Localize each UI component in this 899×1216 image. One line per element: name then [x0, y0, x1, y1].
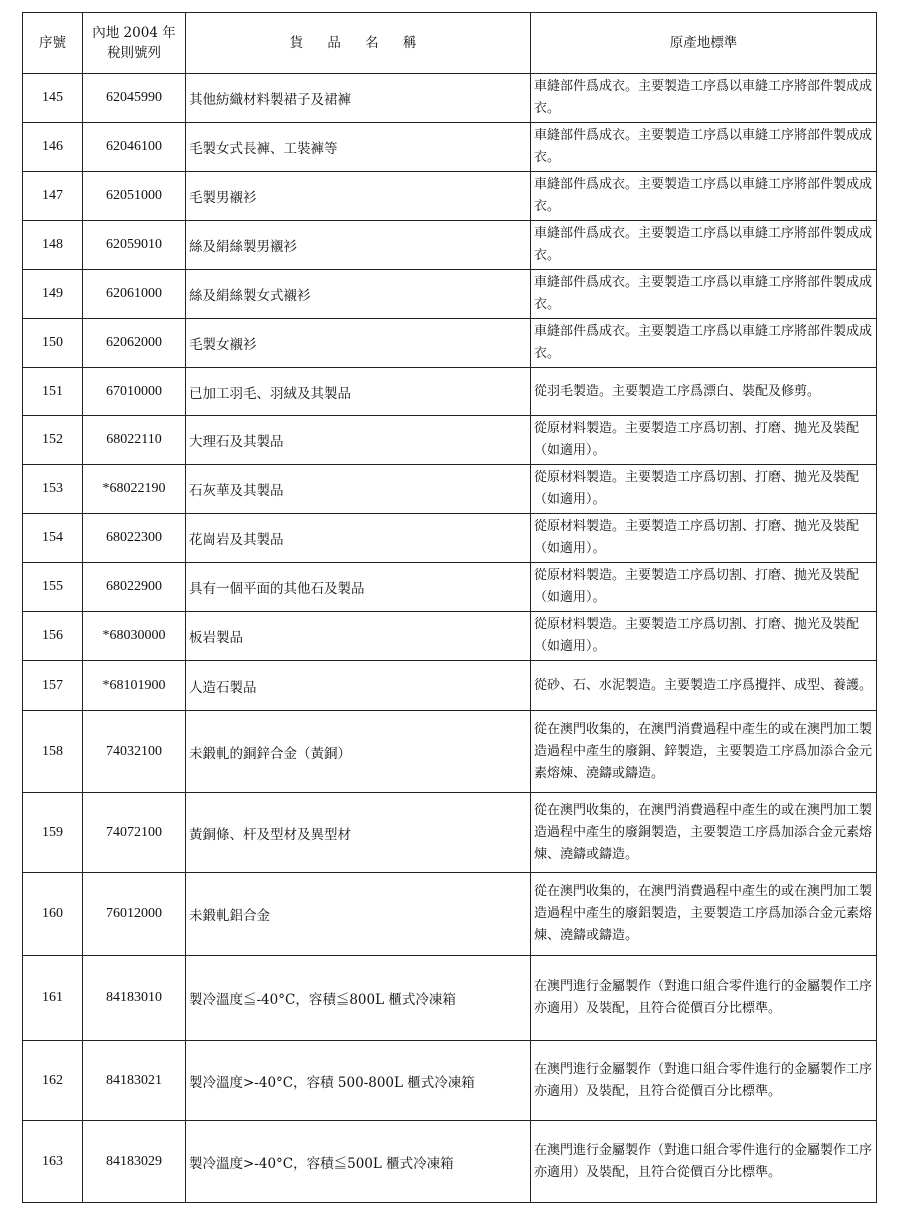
- goods-name: 未鍛軋的銅鋅合金（黃銅）: [186, 711, 531, 793]
- tariff-code: 62046100: [83, 123, 186, 172]
- tariff-code: 62061000: [83, 270, 186, 319]
- origin-standard: 在澳門進行金屬製作（對進口組合零件進行的金屬製作工序亦適用）及裝配，且符合從價百分比標準。: [531, 1121, 877, 1203]
- serial-no: 163: [23, 1121, 83, 1203]
- serial-no: 150: [23, 319, 83, 368]
- table-row: [23, 74, 877, 123]
- header-tariff-code: [83, 13, 186, 74]
- table-row: [23, 270, 877, 319]
- origin-standard: 從原材料製造。主要製造工序爲切割、打磨、拋光及裝配（如適用）。: [531, 612, 877, 661]
- serial-no: 149: [23, 270, 83, 319]
- table-row: [23, 1041, 877, 1121]
- origin-standard: 從砂、石、水泥製造。主要製造工序爲攪拌、成型、養護。: [531, 661, 877, 711]
- serial-no: 152: [23, 416, 83, 465]
- tariff-code: 68022300: [83, 514, 186, 563]
- tariff-code: 67010000: [83, 368, 186, 416]
- table-header-row: [23, 13, 877, 74]
- tariff-code: *68101900: [83, 661, 186, 711]
- table-row: [23, 416, 877, 465]
- goods-name: 製冷溫度>-40°C，容積≦500L 櫃式冷凍箱: [186, 1121, 531, 1203]
- origin-standard: 從羽毛製造。主要製造工序爲漂白、裝配及修剪。: [531, 368, 877, 416]
- origin-standard: 車縫部件爲成衣。主要製造工序爲以車縫工序將部件製成成衣。: [531, 74, 877, 123]
- table-row: [23, 368, 877, 416]
- rules-of-origin-table: [22, 12, 877, 1203]
- serial-no: 157: [23, 661, 83, 711]
- tariff-code: 68022110: [83, 416, 186, 465]
- goods-name: 未鍛軋鋁合金: [186, 873, 531, 956]
- tariff-code: 84183021: [83, 1041, 186, 1121]
- serial-no: 161: [23, 956, 83, 1041]
- goods-name: 其他紡織材料製裙子及裙褲: [186, 74, 531, 123]
- header-goods-name: 貨 品 名 稱: [186, 13, 531, 74]
- serial-no: 155: [23, 563, 83, 612]
- tariff-code: 62059010: [83, 221, 186, 270]
- goods-name: 花崗岩及其製品: [186, 514, 531, 563]
- goods-name: 板岩製品: [186, 612, 531, 661]
- origin-standard: 從原材料製造。主要製造工序爲切割、打磨、拋光及裝配（如適用）。: [531, 465, 877, 514]
- origin-standard: 從原材料製造。主要製造工序爲切割、打磨、拋光及裝配（如適用）。: [531, 563, 877, 612]
- goods-name: 毛製男襯衫: [186, 172, 531, 221]
- tariff-code: 62045990: [83, 74, 186, 123]
- goods-name: 黃銅條、杆及型材及異型材: [186, 793, 531, 873]
- tariff-code: 68022900: [83, 563, 186, 612]
- origin-standard: 車縫部件爲成衣。主要製造工序爲以車縫工序將部件製成成衣。: [531, 221, 877, 270]
- serial-no: 160: [23, 873, 83, 956]
- table-row: [23, 956, 877, 1041]
- goods-name: 製冷溫度≦-40°C，容積≦800L 櫃式冷凍箱: [186, 956, 531, 1041]
- origin-standard: 車縫部件爲成衣。主要製造工序爲以車縫工序將部件製成成衣。: [531, 123, 877, 172]
- tariff-code: 74032100: [83, 711, 186, 793]
- serial-no: 146: [23, 123, 83, 172]
- table-row: [23, 661, 877, 711]
- table-row: [23, 1121, 877, 1203]
- serial-no: 148: [23, 221, 83, 270]
- goods-name: 具有一個平面的其他石及製品: [186, 563, 531, 612]
- tariff-code: 62051000: [83, 172, 186, 221]
- origin-standard: 車縫部件爲成衣。主要製造工序爲以車縫工序將部件製成成衣。: [531, 270, 877, 319]
- tariff-code: 76012000: [83, 873, 186, 956]
- table-row: [23, 514, 877, 563]
- table-row: [23, 612, 877, 661]
- table-row: [23, 221, 877, 270]
- tariff-code: 62062000: [83, 319, 186, 368]
- origin-standard: 從原材料製造。主要製造工序爲切割、打磨、拋光及裝配（如適用）。: [531, 514, 877, 563]
- table-row: [23, 319, 877, 368]
- header-tariff-code-line1: 內地 2004 年: [92, 25, 176, 41]
- goods-name: 毛製女襯衫: [186, 319, 531, 368]
- table-row: [23, 873, 877, 956]
- origin-standard: 在澳門進行金屬製作（對進口組合零件進行的金屬製作工序亦適用）及裝配，且符合從價百分比標準。: [531, 1041, 877, 1121]
- goods-name: 人造石製品: [186, 661, 531, 711]
- header-serial-no: 序號: [23, 13, 83, 74]
- table-row: [23, 793, 877, 873]
- goods-name: 毛製女式長褲、工裝褲等: [186, 123, 531, 172]
- header-origin-standard: 原產地標準: [531, 13, 877, 74]
- table-row: [23, 172, 877, 221]
- goods-name: 絲及絹絲製女式襯衫: [186, 270, 531, 319]
- table-row: [23, 123, 877, 172]
- tariff-code: *68022190: [83, 465, 186, 514]
- origin-standard: 車縫部件爲成衣。主要製造工序爲以車縫工序將部件製成成衣。: [531, 319, 877, 368]
- serial-no: 154: [23, 514, 83, 563]
- origin-standard: 從在澳門收集的，在澳門消費過程中產生的或在澳門加工製造過程中產生的廢鋁製造，主要製造工序爲加添合金元素熔煉、澆鑄或鑄造。: [531, 873, 877, 956]
- goods-name: 石灰華及其製品: [186, 465, 531, 514]
- header-tariff-code-line2: 稅則號列: [107, 45, 161, 61]
- tariff-code: 84183029: [83, 1121, 186, 1203]
- goods-name: 大理石及其製品: [186, 416, 531, 465]
- tariff-code: *68030000: [83, 612, 186, 661]
- origin-standard: 車縫部件爲成衣。主要製造工序爲以車縫工序將部件製成成衣。: [531, 172, 877, 221]
- goods-name: 已加工羽毛、羽絨及其製品: [186, 368, 531, 416]
- goods-name: 製冷溫度>-40°C，容積 500-800L 櫃式冷凍箱: [186, 1041, 531, 1121]
- serial-no: 147: [23, 172, 83, 221]
- serial-no: 145: [23, 74, 83, 123]
- table-row: [23, 465, 877, 514]
- tariff-code: 74072100: [83, 793, 186, 873]
- goods-name: 絲及絹絲製男襯衫: [186, 221, 531, 270]
- serial-no: 158: [23, 711, 83, 793]
- origin-standard: 從在澳門收集的，在澳門消費過程中產生的或在澳門加工製造過程中產生的廢銅、鋅製造，主要製造工序爲加添合金元素熔煉、澆鑄或鑄造。: [531, 711, 877, 793]
- serial-no: 159: [23, 793, 83, 873]
- origin-standard: 在澳門進行金屬製作（對進口組合零件進行的金屬製作工序亦適用）及裝配，且符合從價百分比標準。: [531, 956, 877, 1041]
- serial-no: 156: [23, 612, 83, 661]
- table-row: [23, 711, 877, 793]
- serial-no: 162: [23, 1041, 83, 1121]
- serial-no: 151: [23, 368, 83, 416]
- table-row: [23, 563, 877, 612]
- origin-standard: 從在澳門收集的，在澳門消費過程中產生的或在澳門加工製造過程中產生的廢銅製造，主要製造工序爲加添合金元素熔煉、澆鑄或鑄造。: [531, 793, 877, 873]
- tariff-code: 84183010: [83, 956, 186, 1041]
- origin-standard: 從原材料製造。主要製造工序爲切割、打磨、拋光及裝配（如適用）。: [531, 416, 877, 465]
- serial-no: 153: [23, 465, 83, 514]
